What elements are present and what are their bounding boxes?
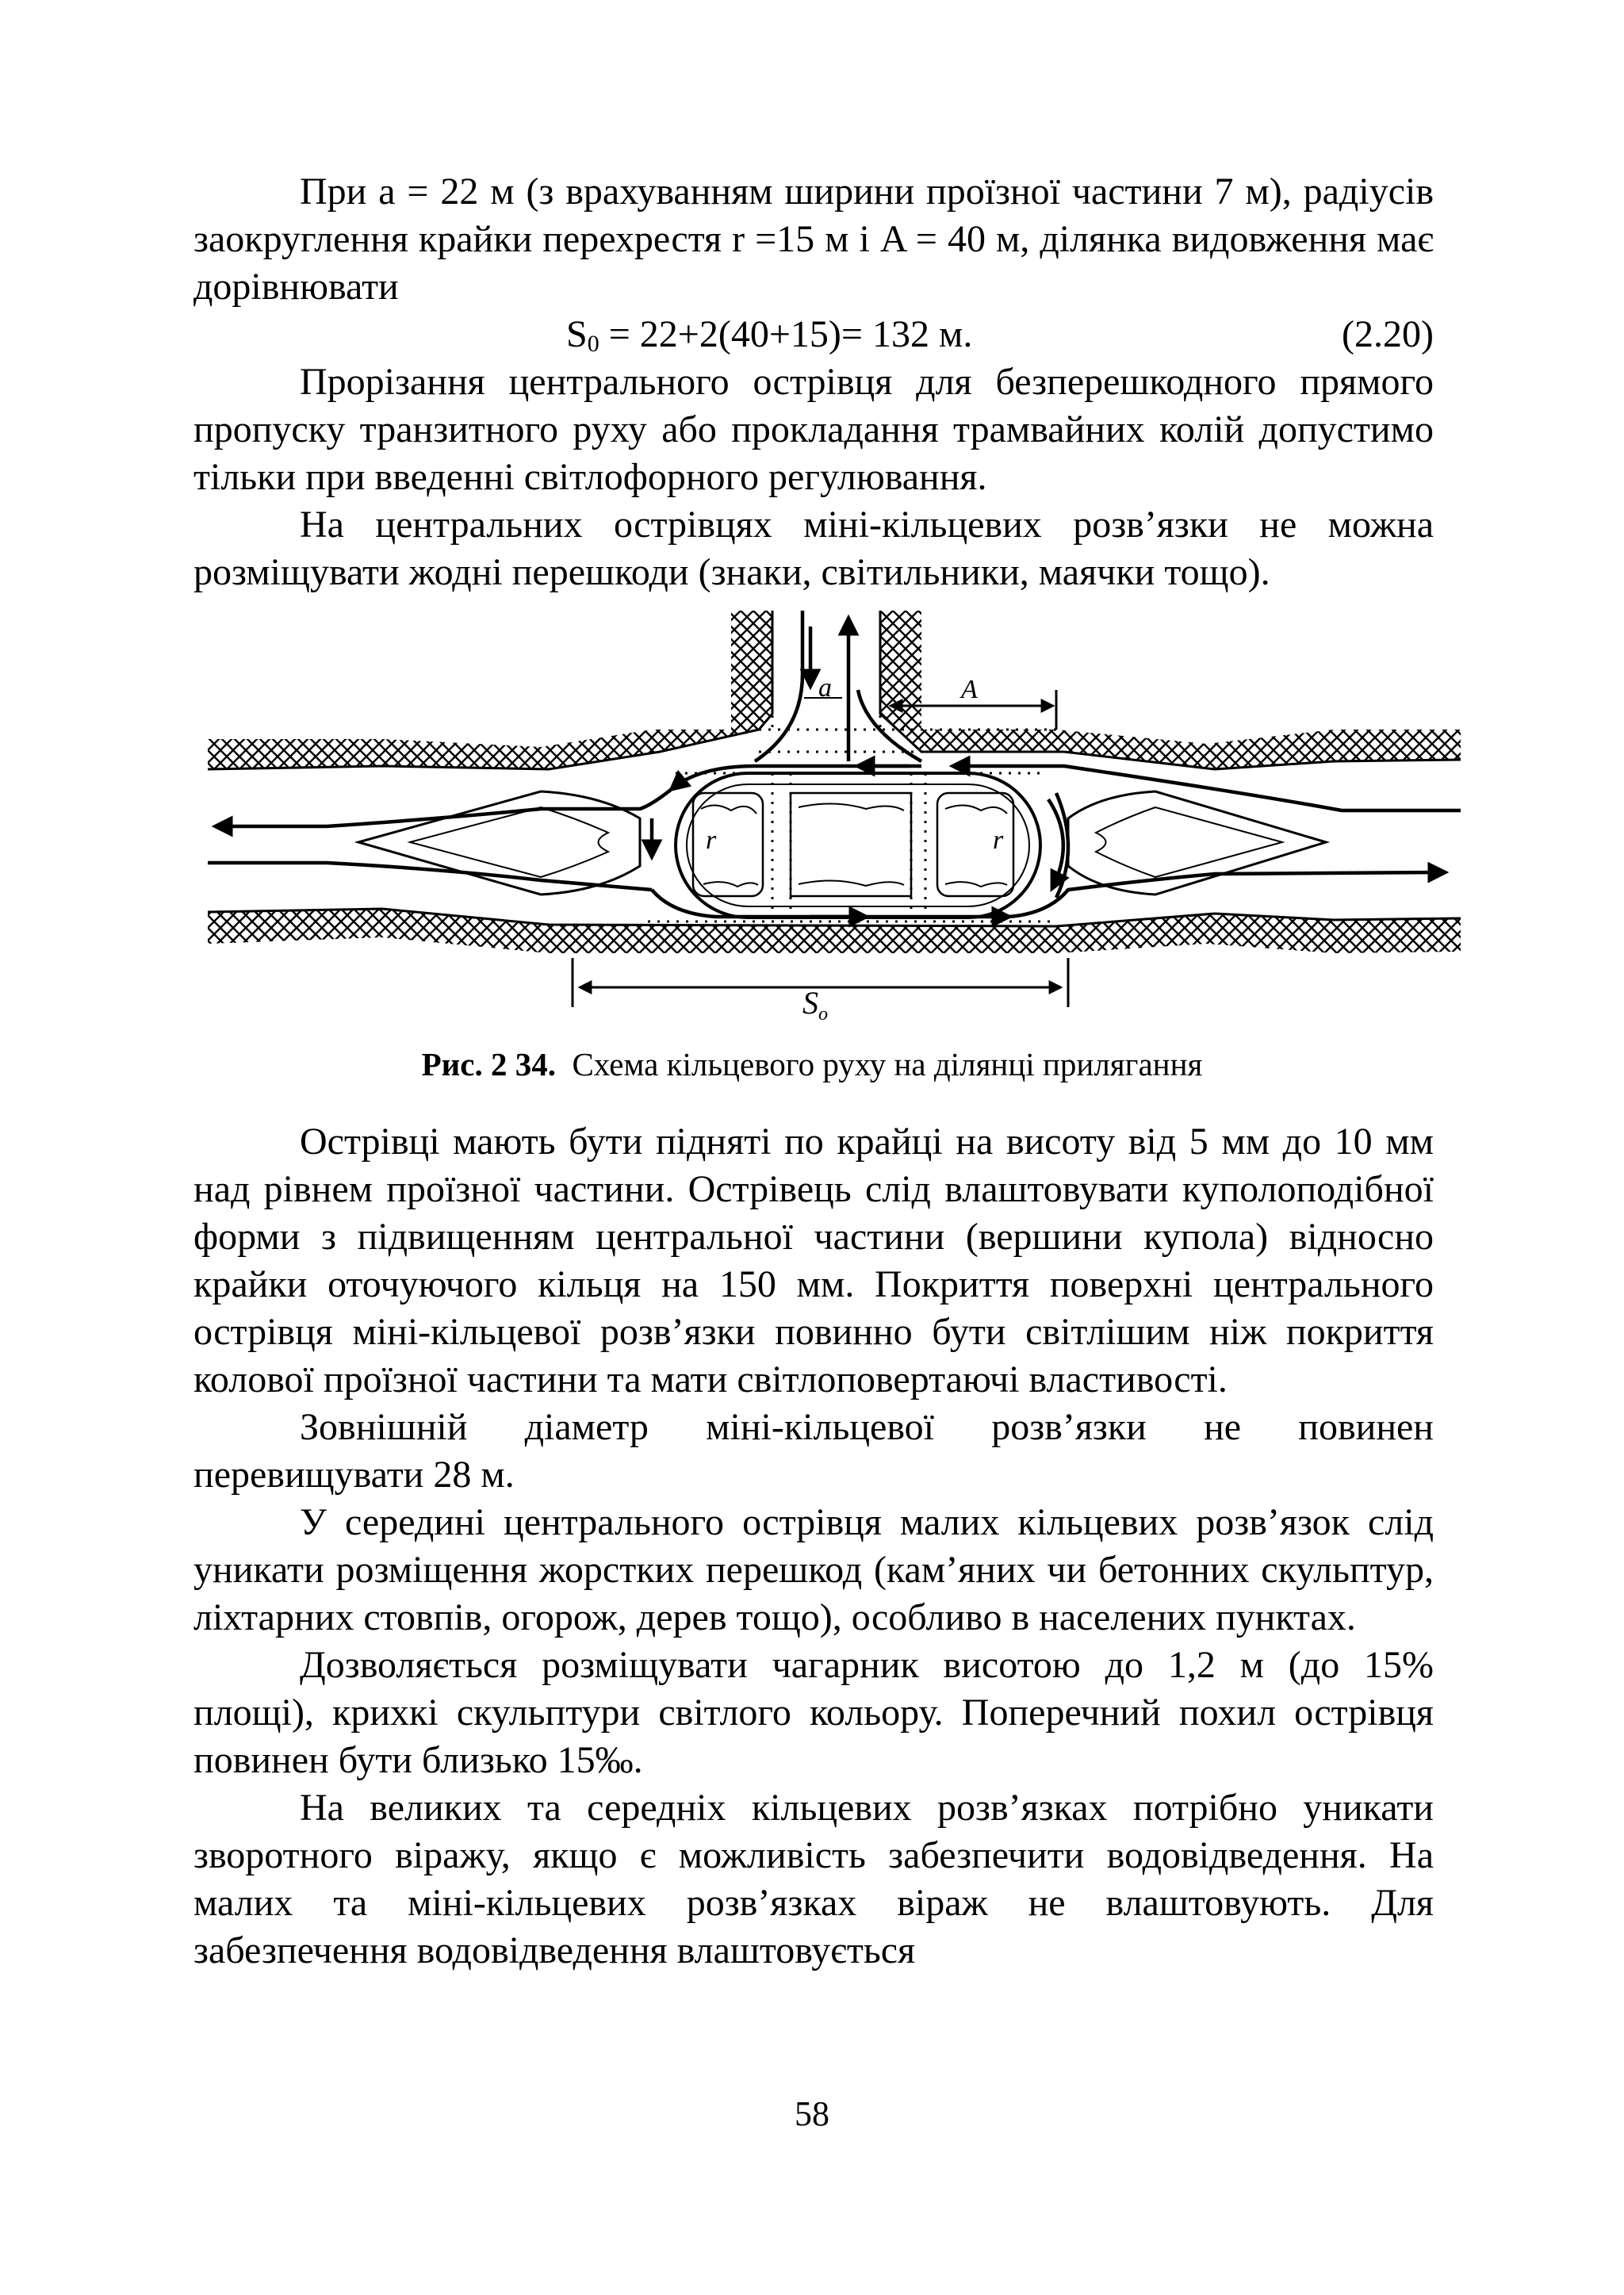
text-bottom [193,1118,1434,1975]
splitter-island-right [1068,791,1326,895]
label-a: a [818,673,832,703]
equation-number: (2.20) [1342,313,1434,355]
paragraph: При a = 22 м (з врахуванням ширини проїзної частини 7 м), радіусів заокруглення крайки перехрестя r =15 м і A = 40 м, ділянка видовження має дорівнювати [193,170,1434,308]
equation-rhs: = 22+2(40+15)= 132 м. [599,313,973,355]
text-top [193,168,1434,596]
caption-label: Рис. 2 34. [421,1046,556,1082]
label-r-left: r [706,826,717,855]
paragraph: Острівці мають бути підняті по крайці на висоту від 5 мм до 10 мм над рівнем проїзної частини. Острівець слід влаштовувати куполоподібної форми з підвищенням центральної частини (вершини купола) відносно крайки оточуючого кільця на 150 мм. Покриття поверхні центрального острівця міні-кільцевої розв’язки повинно бути світлішим ніж покриття колової проїзної частини та мати світлоповертаючі властивості. [193,1121,1434,1400]
paragraph: На великих та середніх кільцевих розв’язках потрібно уникати зворотного віражу, якщо є можливість забезпечити водовідведення. На малих та міні-кільцевих розв’язках віраж не влаштовують. Для забезпечення водовідведення влаштовується [193,1787,1434,1971]
paragraph: Прорізання центрального острівця для безперешкодного прямого пропуску транзитного руху або прокладання трамвайних колій допустимо тільки при введенні світлофорного регулювання. [193,361,1434,498]
label-s0-subscript: o [818,1004,828,1025]
road-edges [208,611,1461,926]
equation [566,311,972,358]
roundabout-diagram [208,611,1461,1031]
paragraph: Дозволяється розміщувати чагарник висотою до 1,2 м (до 15% площі), крихкі скульптури світлого кольору. Поперечний похил острівця повинен бути близько 15‰. [193,1644,1434,1781]
central-island [676,773,1040,918]
label-s0-symbol: S [802,985,818,1021]
paragraph: Зовнішній діаметр міні-кільцевої розв’язки не повинен перевищувати 28 м. [193,1406,1434,1496]
page-number: 58 [795,2094,829,2133]
splitter-island-left [358,791,640,895]
equation-symbol: S [566,313,588,355]
paragraph: На центральних острівцях міні-кільцевих розв’язки не можна розміщувати жодні перешкоди (знаки, світильники, маячки тощо). [193,504,1434,593]
equation-subscript: 0 [587,331,599,357]
hatched-sidewalk-top [208,611,1461,769]
label-A: A [961,675,978,704]
caption-text: Схема кільцевого руху на ділянці прилягання [572,1046,1203,1082]
figure-caption [0,1044,1624,1085]
label-r-right: r [993,826,1004,855]
label-s0 [802,985,828,1025]
paragraph: У середині центрального острівця малих кільцевих розв’язок слід уникати розміщення жорстких перешкод (кам’яних чи бетонних скульптур, ліхтарних стовпів, огорож, дерев тощо), особливо в населених пунктах. [193,1501,1434,1638]
equation-line [193,311,1434,358]
